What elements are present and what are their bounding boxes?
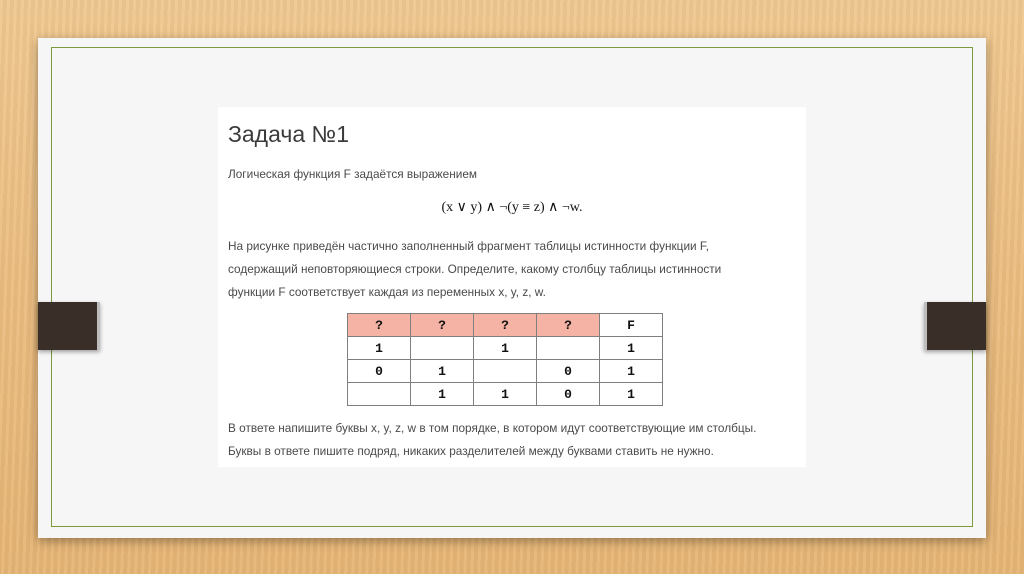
- truth-table-cell: [474, 360, 537, 383]
- truth-table-row: [348, 360, 663, 383]
- truth-table-cell: 1: [348, 337, 411, 360]
- truth-table-cell: 1: [600, 383, 663, 406]
- truth-table-row: [348, 337, 663, 360]
- truth-table-cell: 0: [537, 383, 600, 406]
- truth-table-header-cell: ?: [474, 314, 537, 337]
- truth-table-cell: 1: [411, 383, 474, 406]
- right-side-tab: [924, 302, 986, 350]
- task-intro: Логическая функция F задаётся выражением: [228, 167, 477, 181]
- truth-table-cell: 0: [537, 360, 600, 383]
- truth-table-cell: [411, 337, 474, 360]
- task-description-line-1: На рисунке приведён частично заполненный фрагмент таблицы истинности функции F,: [228, 239, 710, 253]
- left-side-tab: [38, 302, 100, 350]
- truth-table-cell: 1: [600, 360, 663, 383]
- truth-table-header-cell: ?: [537, 314, 600, 337]
- truth-table-cell: [348, 383, 411, 406]
- truth-table-cell: 0: [348, 360, 411, 383]
- answer-instruction-line-1: В ответе напишите буквы x, y, z, w в том порядке, в котором идут соответствующие им столбцы.: [228, 421, 757, 435]
- truth-table-cell: 1: [474, 337, 537, 360]
- truth-table: [347, 313, 663, 406]
- task-description-line-3: функции F соответствует каждая из переменных x, y, z, w.: [228, 285, 546, 299]
- task-description-line-2: содержащий неповторяющиеся строки. Определите, какому столбцу таблицы истинности: [228, 262, 722, 276]
- truth-table-cell: 1: [600, 337, 663, 360]
- truth-table-header-row: [348, 314, 663, 337]
- truth-table-header-cell: ?: [411, 314, 474, 337]
- truth-table-cell: [537, 337, 600, 360]
- truth-table-row: [348, 383, 663, 406]
- truth-table-cell: 1: [474, 383, 537, 406]
- truth-table-header-cell: ?: [348, 314, 411, 337]
- truth-table-cell: 1: [411, 360, 474, 383]
- logic-formula: (x ∨ y) ∧ ¬(y ≡ z) ∧ ¬w.: [441, 200, 583, 215]
- answer-instruction-line-2: Буквы в ответе пишите подряд, никаких разделителей между буквами ставить не нужно.: [228, 444, 714, 458]
- truth-table-header-cell-f: F: [600, 314, 663, 337]
- task-content-panel: [218, 107, 806, 467]
- task-title: Задача №1: [228, 121, 350, 147]
